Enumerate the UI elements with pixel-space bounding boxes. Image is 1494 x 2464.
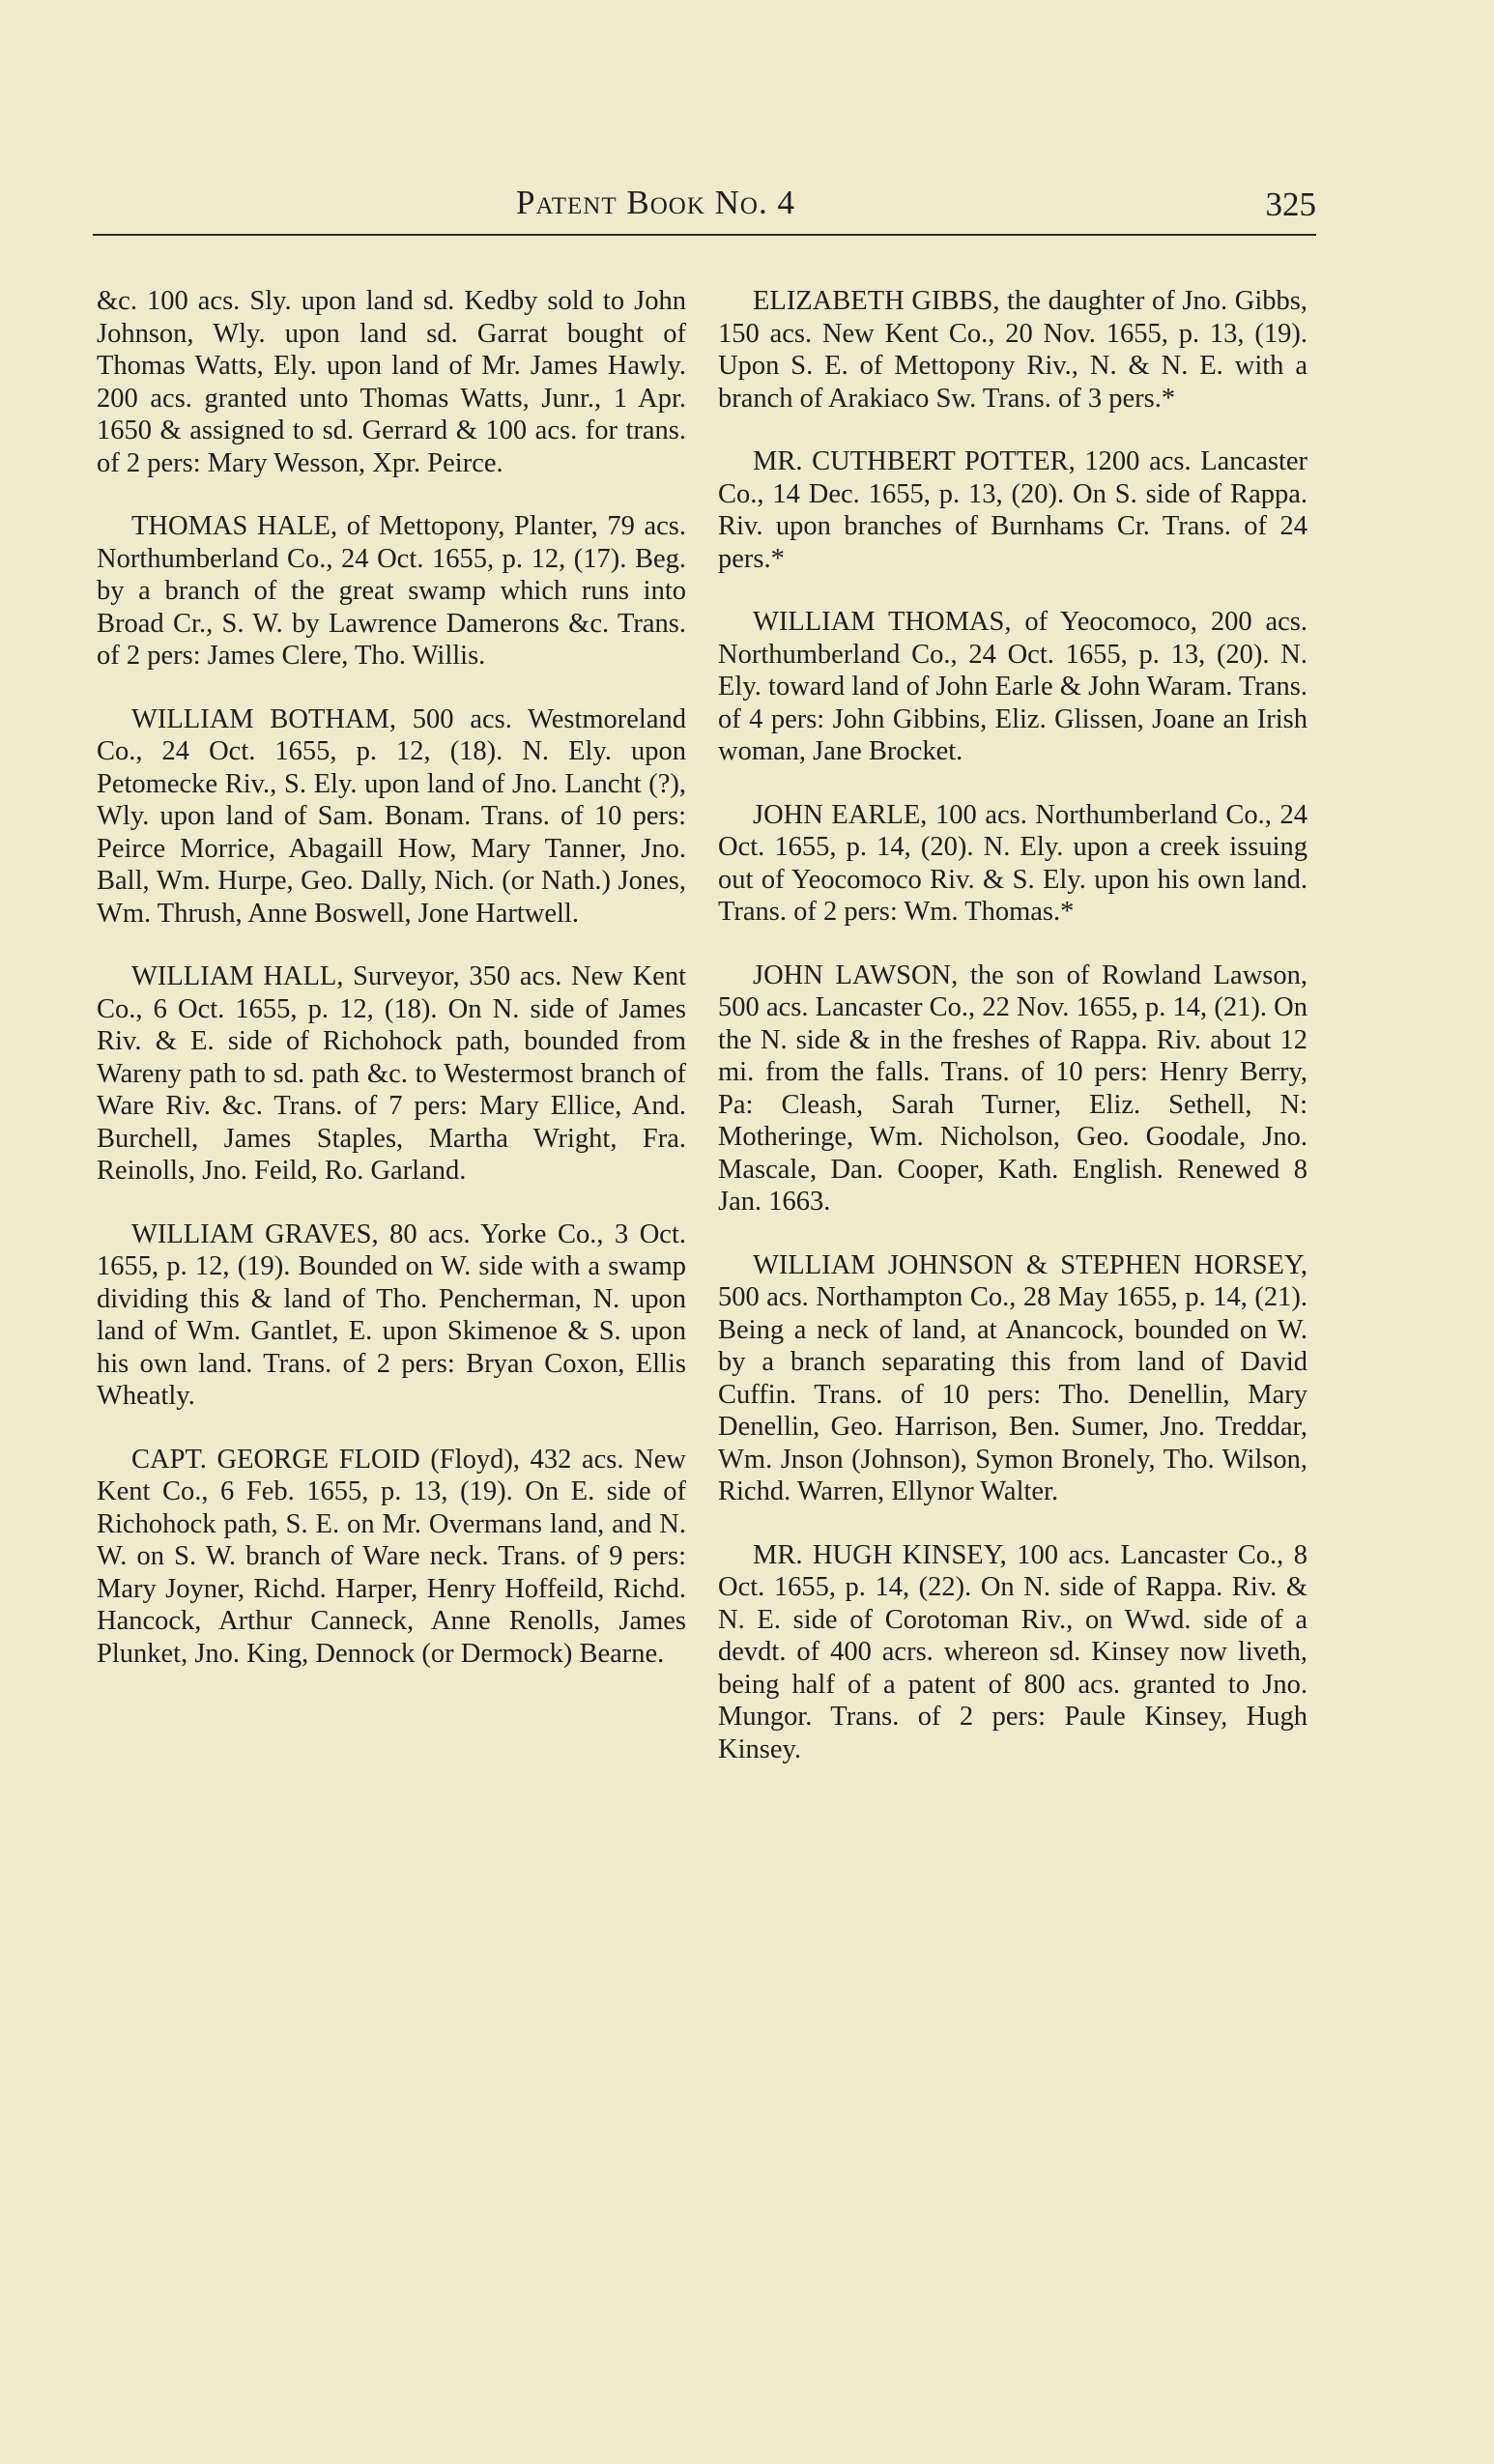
right-column xyxy=(718,285,1307,1765)
patent-entry: JOHN EARLE, 100 acs. Northumberland Co., 24 Oct. 1655, p. 14, (20). N. Ely. upon a creek issuing out of Yeocomoco Riv. & S. Ely. upon his own land. Trans. of 2 pers: Wm. Thomas.* xyxy=(718,799,1307,927)
patent-entry: MR. HUGH KINSEY, 100 acs. Lancaster Co., 8 Oct. 1655, p. 14, (22). On N. side of Rappa. Riv. & N. E. side of Corotoman Riv., on Wwd. side of a devdt. of 400 acrs. whereon sd. Kinsey now liveth, being half of a patent of 800 acs. granted to Jno. Mungor. Trans. of 2 pers: Paule Kinsey, Hugh Kinsey. xyxy=(718,1539,1307,1764)
patent-entry: THOMAS HALE, of Mettopony, Planter, 79 acs. Northumberland Co., 24 Oct. 1655, p. 12, (17). Beg. by a branch of the great swamp which runs into Broad Cr., S. W. by Lawrence Damerons &c. Trans. of 2 pers: James Clere, Tho. Willis. xyxy=(97,511,686,671)
patent-entry: &c. 100 acs. Sly. upon land sd. Kedby sold to John Johnson, Wly. upon land sd. Garrat bought of Thomas Watts, Ely. upon land of Mr. James Hawly. 200 acs. granted unto Thomas Watts, Junr., 1 Apr. 1650 & assigned to sd. Gerrard & 100 acs. for trans. of 2 pers: Mary Wesson, Xpr. Peirce. xyxy=(97,286,686,478)
patent-entry: WILLIAM BOTHAM, 500 acs. Westmoreland Co., 24 Oct. 1655, p. 12, (18). N. Ely. upon Petomecke Riv., S. Ely. upon land of Jno. Lancht (?), Wly. upon land of Sam. Bonam. Trans. of 10 pers: Peirce Morrice, Abagaill How, Mary Tanner, Jno. Ball, Wm. Hurpe, Geo. Dally, Nich. (or Nath.) Jones, Wm. Thrush, Anne Boswell, Jone Hartwell. xyxy=(97,703,686,929)
patent-entry: CAPT. GEORGE FLOID (Floyd), 432 acs. New Kent Co., 6 Feb. 1655, p. 13, (19). On E. side of Richohock path, S. E. on Mr. Overmans land, and N. W. on S. W. branch of Ware neck. Trans. of 9 pers: Mary Joyner, Richd. Harper, Henry Hoffeild, Richd. Hancock, Arthur Canneck, Anne Renolls, James Plunket, Jno. King, Dennock (or Dermock) Bearne. xyxy=(97,1444,686,1669)
patent-entry: WILLIAM THOMAS, of Yeocomoco, 200 acs. Northumberland Co., 24 Oct. 1655, p. 13, (20). N. Ely. toward land of John Earle & John Waram. Trans. of 4 pers: John Gibbins, Eliz. Glissen, Joane an Irish woman, Jane Brocket. xyxy=(718,607,1307,766)
running-title: Patent Book No. 4 xyxy=(516,184,795,221)
patent-entry: WILLIAM HALL, Surveyor, 350 acs. New Kent Co., 6 Oct. 1655, p. 12, (18). On N. side of James Riv. & E. side of Richohock path, bounded from Wareny path to sd. path &c. to Westermost branch of Ware Riv. &c. Trans. of 7 pers: Mary Ellice, And. Burchell, James Staples, Martha Wright, Fra. Reinolls, Jno. Feild, Ro. Garland. xyxy=(97,961,686,1186)
patent-entry: ELIZABETH GIBBS, the daughter of Jno. Gibbs, 150 acs. New Kent Co., 20 Nov. 1655, p. 13, (19). Upon S. E. of Mettopony Riv., N. & N. E. with a branch of Arakiaco Sw. Trans. of 3 pers.* xyxy=(718,286,1307,414)
patent-entry: JOHN LAWSON, the son of Rowland Lawson, 500 acs. Lancaster Co., 22 Nov. 1655, p. 14, (21). On the N. side & in the freshes of Rappa. Riv. about 12 mi. from the falls. Trans. of 10 pers: Henry Berry, Pa: Cleash, Sarah Turner, Eliz. Sethell, N: Motheringe, Wm. Nicholson, Geo. Goodale, Jno. Mascale, Dan. Cooper, Kath. English. Renewed 8 Jan. 1663. xyxy=(718,960,1307,1217)
patent-entry: WILLIAM GRAVES, 80 acs. Yorke Co., 3 Oct. 1655, p. 12, (19). Bounded on W. side with a swamp dividing this & land of Tho. Pencherman, N. upon land of Wm. Gantlet, E. upon Skimenoe & S. upon his own land. Trans. of 2 pers: Bryan Coxon, Ellis Wheatly. xyxy=(97,1218,686,1411)
patent-entry: MR. CUTHBERT POTTER, 1200 acs. Lancaster Co., 14 Dec. 1655, p. 13, (20). On S. side of Rappa. Riv. upon branches of Burnhams Cr. Trans. of 24 pers.* xyxy=(718,446,1307,574)
patent-entry: WILLIAM JOHNSON & STEPHEN HORSEY, 500 acs. Northampton Co., 28 May 1655, p. 14, (21). Being a neck of land, at Anancock, bounded on W. by a branch separating this from land of David Cuffin. Trans. of 10 pers: Tho. Denellin, Mary Denellin, Geo. Harrison, Ben. Sumer, Jno. Treddar, Wm. Jnson (Johnson), Symon Bronely, Tho. Wilson, Richd. Warren, Ellynor Walter. xyxy=(718,1249,1307,1506)
left-column xyxy=(97,285,686,1670)
page-number: 325 xyxy=(1265,186,1316,223)
page-header xyxy=(93,180,1316,236)
